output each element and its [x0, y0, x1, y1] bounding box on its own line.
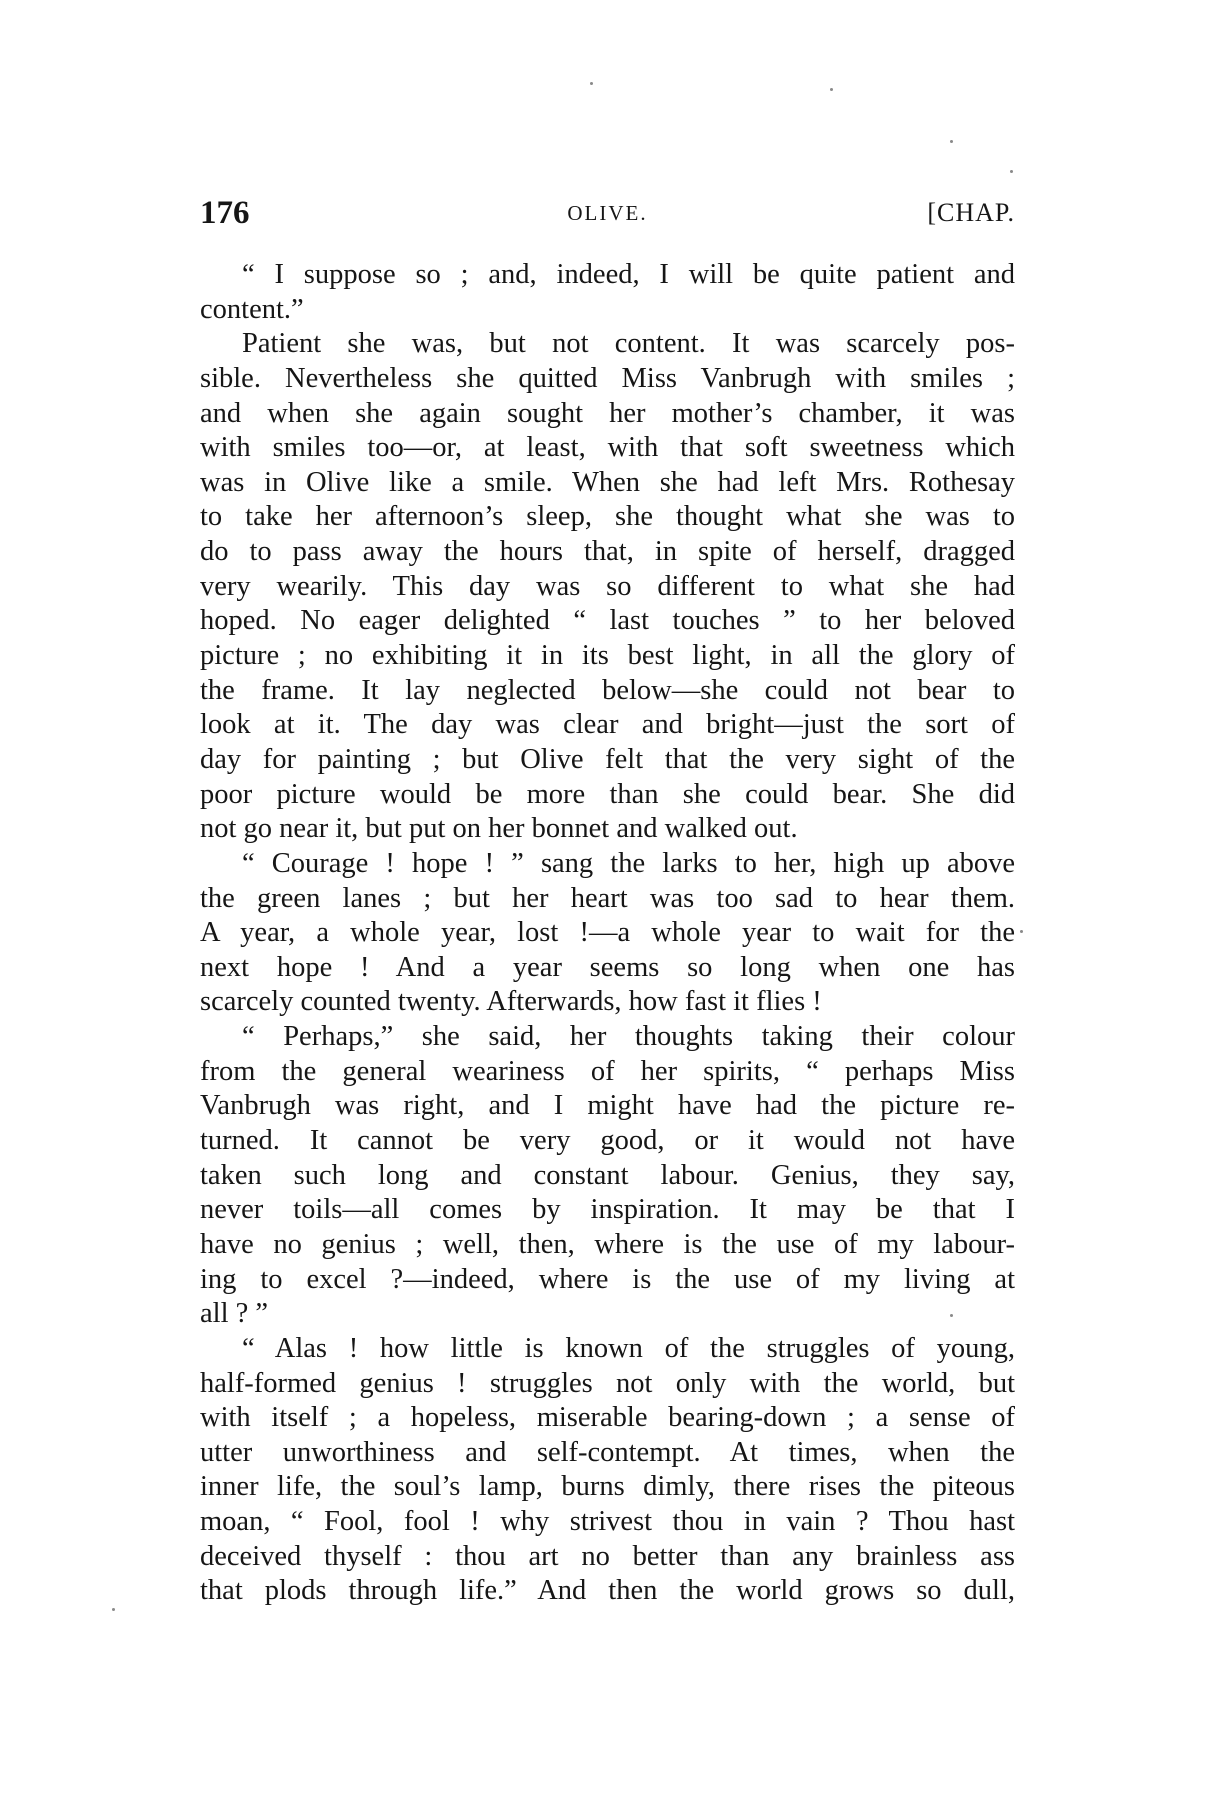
- text-line: next hope ! And a year seems so long when one has: [200, 951, 1015, 983]
- text-line: that plods through life.” And then the world grows so dull,: [200, 1575, 1015, 1607]
- text-line: hoped. No eager delighted “ last touches ” to her beloved: [200, 605, 1015, 637]
- scan-speck: [590, 82, 593, 85]
- text-line: Patient she was, but not content. It was scarcely pos-: [242, 328, 1015, 360]
- text-line: all ? ”: [200, 1298, 269, 1330]
- text-line: Vanbrugh was right, and I might have had the picture re-: [200, 1090, 1015, 1122]
- text-line: moan, “ Fool, fool ! why strivest thou in vain ? Thou hast: [200, 1506, 1015, 1538]
- text-line: the green lanes ; but her heart was too sad to hear them.: [200, 882, 1015, 914]
- text-line: with smiles too—or, at least, with that soft sweetness which: [200, 432, 1015, 464]
- text-line: content.”: [200, 293, 304, 325]
- page-header: [200, 195, 1015, 245]
- text-line: poor picture would be more than she could bear. She did: [200, 778, 1015, 810]
- running-title: OLIVE.: [567, 201, 648, 225]
- text-line: the frame. It lay neglected below—she could not bear to: [200, 674, 1015, 706]
- text-line: deceived thyself : thou art no better than any brainless ass: [200, 1540, 1015, 1572]
- text-line: “ I suppose so ; and, indeed, I will be quite patient and: [242, 259, 1015, 290]
- scan-speck: [950, 1314, 953, 1317]
- scan-speck: [950, 140, 953, 143]
- text-line: half-formed genius ! struggles not only with the world, but: [200, 1367, 1015, 1399]
- text-line: never toils—all comes by inspiration. It may be that I: [200, 1194, 1015, 1226]
- text-line: not go near it, but put on her bonnet and walked out.: [200, 813, 798, 845]
- scan-speck: [1020, 930, 1023, 933]
- text-line: with itself ; a hopeless, miserable bearing-down ; a sense of: [200, 1402, 1015, 1434]
- text-line: scarcely counted twenty. Afterwards, how fast it flies !: [200, 986, 822, 1018]
- chapter-mark: [CHAP.: [927, 198, 1015, 227]
- text-line: A year, a whole year, lost !—a whole year to wait for the: [200, 917, 1015, 949]
- text-line: do to pass away the hours that, in spite of herself, dragged: [200, 536, 1015, 568]
- text-line: from the general weariness of her spirits, “ perhaps Miss: [200, 1055, 1015, 1087]
- text-line: day for painting ; but Olive felt that the very sight of the: [200, 743, 1015, 775]
- text-line: “ Courage ! hope ! ” sang the larks to her, high up above: [242, 847, 1015, 879]
- text-line: turned. It cannot be very good, or it would not have: [200, 1125, 1015, 1157]
- text-line: taken such long and constant labour. Genius, they say,: [200, 1159, 1015, 1191]
- text-line: inner life, the soul’s lamp, burns dimly, there rises the piteous: [200, 1471, 1015, 1503]
- text-line: “ Perhaps,” she said, her thoughts taking their colour: [242, 1021, 1015, 1053]
- text-line: ing to excel ?—indeed, where is the use of my living at: [200, 1263, 1015, 1295]
- text-line: sible. Nevertheless she quitted Miss Vanbrugh with smiles ;: [200, 362, 1015, 394]
- text-line: utter unworthiness and self-contempt. At times, when the: [200, 1436, 1015, 1468]
- body-text: [200, 258, 1015, 1609]
- text-line: have no genius ; well, then, where is the use of my labour-: [200, 1228, 1015, 1260]
- text-line: look at it. The day was clear and bright—just the sort of: [200, 709, 1015, 741]
- text-line: very wearily. This day was so different to what she had: [200, 570, 1015, 602]
- text-line: and when she again sought her mother’s chamber, it was: [200, 397, 1015, 429]
- scan-speck: [1010, 170, 1013, 173]
- scan-speck: [830, 88, 833, 91]
- page-number: 176: [200, 195, 250, 231]
- scan-speck: [112, 1608, 115, 1611]
- text-line: “ Alas ! how little is known of the struggles of young,: [242, 1332, 1015, 1364]
- text-line: picture ; no exhibiting it in its best light, in all the glory of: [200, 640, 1015, 672]
- text-line: was in Olive like a smile. When she had left Mrs. Rothesay: [200, 466, 1015, 498]
- text-line: to take her afternoon’s sleep, she thought what she was to: [200, 501, 1015, 533]
